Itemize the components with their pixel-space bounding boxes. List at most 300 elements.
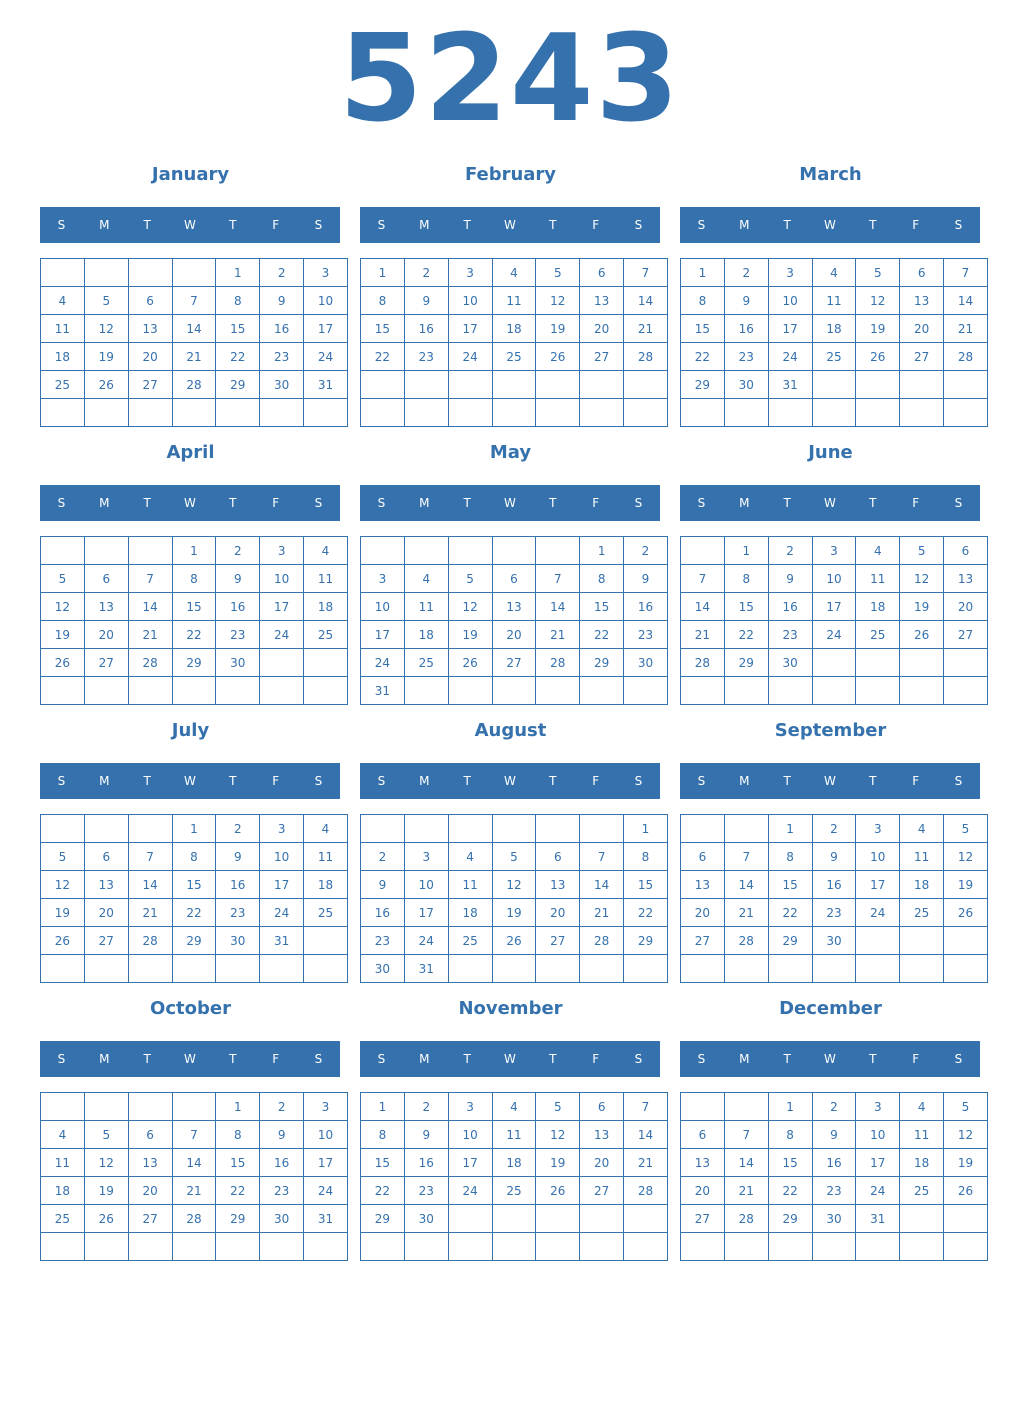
day-cell[interactable]: 19 xyxy=(41,621,85,649)
day-cell[interactable]: 12 xyxy=(536,1121,580,1149)
day-cell[interactable]: 29 xyxy=(580,649,624,677)
day-cell[interactable]: 15 xyxy=(768,871,812,899)
day-cell[interactable]: 12 xyxy=(900,565,944,593)
day-cell[interactable]: 11 xyxy=(41,315,85,343)
day-cell[interactable]: 4 xyxy=(304,537,348,565)
day-cell[interactable]: 3 xyxy=(448,1093,492,1121)
day-cell[interactable]: 27 xyxy=(944,621,988,649)
day-cell[interactable]: 3 xyxy=(448,259,492,287)
day-cell[interactable]: 5 xyxy=(84,1121,128,1149)
day-cell[interactable]: 10 xyxy=(260,843,304,871)
day-cell[interactable]: 26 xyxy=(84,1205,128,1233)
day-cell[interactable]: 27 xyxy=(128,1205,172,1233)
day-cell[interactable]: 18 xyxy=(448,899,492,927)
day-cell[interactable]: 21 xyxy=(172,1177,216,1205)
day-cell[interactable]: 5 xyxy=(944,1093,988,1121)
day-cell[interactable]: 18 xyxy=(41,343,85,371)
day-cell[interactable]: 29 xyxy=(768,927,812,955)
day-cell[interactable]: 27 xyxy=(128,371,172,399)
day-cell[interactable]: 20 xyxy=(128,1177,172,1205)
day-cell[interactable]: 13 xyxy=(580,287,624,315)
day-cell[interactable]: 6 xyxy=(128,287,172,315)
day-cell[interactable]: 25 xyxy=(900,1177,944,1205)
day-cell[interactable]: 4 xyxy=(41,287,85,315)
day-cell[interactable]: 4 xyxy=(41,1121,85,1149)
day-cell[interactable]: 2 xyxy=(404,259,448,287)
day-cell[interactable]: 20 xyxy=(580,1149,624,1177)
day-cell[interactable]: 28 xyxy=(944,343,988,371)
day-cell[interactable]: 25 xyxy=(856,621,900,649)
day-cell[interactable]: 15 xyxy=(361,1149,405,1177)
day-cell[interactable]: 2 xyxy=(724,259,768,287)
day-cell[interactable]: 18 xyxy=(304,871,348,899)
day-cell[interactable]: 14 xyxy=(172,1149,216,1177)
day-cell[interactable]: 12 xyxy=(84,1149,128,1177)
day-cell[interactable]: 5 xyxy=(536,1093,580,1121)
day-cell[interactable]: 30 xyxy=(260,371,304,399)
day-cell[interactable]: 21 xyxy=(724,1177,768,1205)
day-cell[interactable]: 31 xyxy=(304,1205,348,1233)
day-cell[interactable]: 26 xyxy=(944,1177,988,1205)
day-cell[interactable]: 9 xyxy=(216,565,260,593)
day-cell[interactable]: 23 xyxy=(768,621,812,649)
day-cell[interactable]: 11 xyxy=(304,565,348,593)
day-cell[interactable]: 6 xyxy=(84,565,128,593)
day-cell[interactable]: 13 xyxy=(580,1121,624,1149)
day-cell[interactable]: 8 xyxy=(580,565,624,593)
day-cell[interactable]: 14 xyxy=(128,593,172,621)
day-cell[interactable]: 16 xyxy=(404,1149,448,1177)
day-cell[interactable]: 23 xyxy=(404,343,448,371)
day-cell[interactable]: 11 xyxy=(492,1121,536,1149)
day-cell[interactable]: 22 xyxy=(172,899,216,927)
day-cell[interactable]: 21 xyxy=(536,621,580,649)
day-cell[interactable]: 26 xyxy=(84,371,128,399)
day-cell[interactable]: 27 xyxy=(900,343,944,371)
day-cell[interactable]: 29 xyxy=(172,927,216,955)
day-cell[interactable]: 25 xyxy=(900,899,944,927)
day-cell[interactable]: 17 xyxy=(304,315,348,343)
day-cell[interactable]: 1 xyxy=(624,815,668,843)
day-cell[interactable]: 25 xyxy=(41,371,85,399)
day-cell[interactable]: 1 xyxy=(681,259,725,287)
day-cell[interactable]: 21 xyxy=(944,315,988,343)
day-cell[interactable]: 7 xyxy=(944,259,988,287)
day-cell[interactable]: 30 xyxy=(812,1205,856,1233)
day-cell[interactable]: 13 xyxy=(84,593,128,621)
day-cell[interactable]: 3 xyxy=(304,1093,348,1121)
day-cell[interactable]: 8 xyxy=(216,287,260,315)
day-cell[interactable]: 3 xyxy=(260,537,304,565)
day-cell[interactable]: 5 xyxy=(856,259,900,287)
day-cell[interactable]: 14 xyxy=(681,593,725,621)
day-cell[interactable]: 19 xyxy=(448,621,492,649)
day-cell[interactable]: 12 xyxy=(536,287,580,315)
day-cell[interactable]: 23 xyxy=(260,343,304,371)
day-cell[interactable]: 30 xyxy=(768,649,812,677)
day-cell[interactable]: 13 xyxy=(84,871,128,899)
day-cell[interactable]: 6 xyxy=(580,1093,624,1121)
day-cell[interactable]: 28 xyxy=(624,1177,668,1205)
day-cell[interactable]: 1 xyxy=(216,1093,260,1121)
day-cell[interactable]: 7 xyxy=(724,843,768,871)
day-cell[interactable]: 25 xyxy=(812,343,856,371)
day-cell[interactable]: 17 xyxy=(361,621,405,649)
day-cell[interactable]: 23 xyxy=(260,1177,304,1205)
day-cell[interactable]: 13 xyxy=(492,593,536,621)
day-cell[interactable]: 14 xyxy=(624,1121,668,1149)
day-cell[interactable]: 4 xyxy=(492,259,536,287)
day-cell[interactable]: 6 xyxy=(944,537,988,565)
day-cell[interactable]: 3 xyxy=(768,259,812,287)
day-cell[interactable]: 25 xyxy=(492,343,536,371)
day-cell[interactable]: 22 xyxy=(624,899,668,927)
day-cell[interactable]: 8 xyxy=(172,565,216,593)
day-cell[interactable]: 21 xyxy=(624,315,668,343)
day-cell[interactable]: 5 xyxy=(944,815,988,843)
day-cell[interactable]: 25 xyxy=(304,621,348,649)
day-cell[interactable]: 15 xyxy=(361,315,405,343)
day-cell[interactable]: 9 xyxy=(260,1121,304,1149)
day-cell[interactable]: 26 xyxy=(492,927,536,955)
day-cell[interactable]: 24 xyxy=(404,927,448,955)
day-cell[interactable]: 20 xyxy=(128,343,172,371)
day-cell[interactable]: 12 xyxy=(492,871,536,899)
day-cell[interactable]: 7 xyxy=(128,843,172,871)
day-cell[interactable]: 23 xyxy=(216,899,260,927)
day-cell[interactable]: 30 xyxy=(216,927,260,955)
day-cell[interactable]: 13 xyxy=(900,287,944,315)
day-cell[interactable]: 11 xyxy=(41,1149,85,1177)
day-cell[interactable]: 18 xyxy=(404,621,448,649)
day-cell[interactable]: 21 xyxy=(580,899,624,927)
day-cell[interactable]: 11 xyxy=(448,871,492,899)
day-cell[interactable]: 23 xyxy=(404,1177,448,1205)
day-cell[interactable]: 6 xyxy=(492,565,536,593)
day-cell[interactable]: 24 xyxy=(768,343,812,371)
day-cell[interactable]: 24 xyxy=(448,1177,492,1205)
day-cell[interactable]: 17 xyxy=(448,315,492,343)
day-cell[interactable]: 16 xyxy=(624,593,668,621)
day-cell[interactable]: 20 xyxy=(900,315,944,343)
day-cell[interactable]: 8 xyxy=(768,843,812,871)
day-cell[interactable]: 27 xyxy=(536,927,580,955)
day-cell[interactable]: 15 xyxy=(768,1149,812,1177)
day-cell[interactable]: 3 xyxy=(856,815,900,843)
day-cell[interactable]: 10 xyxy=(448,1121,492,1149)
day-cell[interactable]: 16 xyxy=(216,593,260,621)
day-cell[interactable]: 16 xyxy=(260,315,304,343)
day-cell[interactable]: 19 xyxy=(856,315,900,343)
day-cell[interactable]: 14 xyxy=(624,287,668,315)
day-cell[interactable]: 9 xyxy=(260,287,304,315)
day-cell[interactable]: 2 xyxy=(361,843,405,871)
day-cell[interactable]: 13 xyxy=(536,871,580,899)
day-cell[interactable]: 4 xyxy=(448,843,492,871)
day-cell[interactable]: 28 xyxy=(536,649,580,677)
day-cell[interactable]: 26 xyxy=(856,343,900,371)
day-cell[interactable]: 9 xyxy=(404,287,448,315)
day-cell[interactable]: 3 xyxy=(404,843,448,871)
day-cell[interactable]: 27 xyxy=(84,649,128,677)
day-cell[interactable]: 9 xyxy=(216,843,260,871)
day-cell[interactable]: 18 xyxy=(900,871,944,899)
day-cell[interactable]: 6 xyxy=(580,259,624,287)
day-cell[interactable]: 28 xyxy=(128,927,172,955)
day-cell[interactable]: 9 xyxy=(768,565,812,593)
day-cell[interactable]: 30 xyxy=(624,649,668,677)
day-cell[interactable]: 20 xyxy=(84,899,128,927)
day-cell[interactable]: 26 xyxy=(536,343,580,371)
day-cell[interactable]: 7 xyxy=(624,259,668,287)
day-cell[interactable]: 29 xyxy=(216,1205,260,1233)
day-cell[interactable]: 12 xyxy=(41,871,85,899)
day-cell[interactable]: 19 xyxy=(536,1149,580,1177)
day-cell[interactable]: 28 xyxy=(172,371,216,399)
day-cell[interactable]: 15 xyxy=(580,593,624,621)
day-cell[interactable]: 5 xyxy=(900,537,944,565)
day-cell[interactable]: 11 xyxy=(856,565,900,593)
day-cell[interactable]: 27 xyxy=(84,927,128,955)
day-cell[interactable]: 9 xyxy=(404,1121,448,1149)
day-cell[interactable]: 1 xyxy=(724,537,768,565)
day-cell[interactable]: 19 xyxy=(944,1149,988,1177)
day-cell[interactable]: 11 xyxy=(304,843,348,871)
day-cell[interactable]: 10 xyxy=(304,287,348,315)
day-cell[interactable]: 7 xyxy=(724,1121,768,1149)
day-cell[interactable]: 1 xyxy=(361,1093,405,1121)
day-cell[interactable]: 5 xyxy=(492,843,536,871)
day-cell[interactable]: 5 xyxy=(84,287,128,315)
day-cell[interactable]: 13 xyxy=(681,871,725,899)
day-cell[interactable]: 14 xyxy=(172,315,216,343)
day-cell[interactable]: 26 xyxy=(448,649,492,677)
day-cell[interactable]: 4 xyxy=(900,815,944,843)
day-cell[interactable]: 4 xyxy=(856,537,900,565)
day-cell[interactable]: 16 xyxy=(216,871,260,899)
day-cell[interactable]: 10 xyxy=(448,287,492,315)
day-cell[interactable]: 25 xyxy=(492,1177,536,1205)
day-cell[interactable]: 25 xyxy=(448,927,492,955)
day-cell[interactable]: 6 xyxy=(900,259,944,287)
day-cell[interactable]: 29 xyxy=(624,927,668,955)
day-cell[interactable]: 27 xyxy=(492,649,536,677)
day-cell[interactable]: 9 xyxy=(624,565,668,593)
day-cell[interactable]: 7 xyxy=(536,565,580,593)
day-cell[interactable]: 29 xyxy=(681,371,725,399)
day-cell[interactable]: 17 xyxy=(404,899,448,927)
day-cell[interactable]: 17 xyxy=(856,1149,900,1177)
day-cell[interactable]: 23 xyxy=(812,1177,856,1205)
day-cell[interactable]: 1 xyxy=(361,259,405,287)
day-cell[interactable]: 14 xyxy=(724,1149,768,1177)
day-cell[interactable]: 31 xyxy=(260,927,304,955)
day-cell[interactable]: 12 xyxy=(41,593,85,621)
day-cell[interactable]: 8 xyxy=(361,287,405,315)
day-cell[interactable]: 30 xyxy=(361,955,405,983)
day-cell[interactable]: 30 xyxy=(812,927,856,955)
day-cell[interactable]: 3 xyxy=(856,1093,900,1121)
day-cell[interactable]: 9 xyxy=(724,287,768,315)
day-cell[interactable]: 27 xyxy=(580,1177,624,1205)
day-cell[interactable]: 10 xyxy=(812,565,856,593)
day-cell[interactable]: 22 xyxy=(361,1177,405,1205)
day-cell[interactable]: 16 xyxy=(404,315,448,343)
day-cell[interactable]: 18 xyxy=(812,315,856,343)
day-cell[interactable]: 14 xyxy=(944,287,988,315)
day-cell[interactable]: 30 xyxy=(216,649,260,677)
day-cell[interactable]: 1 xyxy=(216,259,260,287)
day-cell[interactable]: 31 xyxy=(404,955,448,983)
day-cell[interactable]: 21 xyxy=(128,621,172,649)
day-cell[interactable]: 15 xyxy=(216,315,260,343)
day-cell[interactable]: 22 xyxy=(361,343,405,371)
day-cell[interactable]: 22 xyxy=(681,343,725,371)
day-cell[interactable]: 5 xyxy=(41,843,85,871)
day-cell[interactable]: 11 xyxy=(404,593,448,621)
day-cell[interactable]: 23 xyxy=(724,343,768,371)
day-cell[interactable]: 1 xyxy=(768,815,812,843)
day-cell[interactable]: 17 xyxy=(856,871,900,899)
day-cell[interactable]: 4 xyxy=(812,259,856,287)
day-cell[interactable]: 2 xyxy=(260,259,304,287)
day-cell[interactable]: 31 xyxy=(361,677,405,705)
day-cell[interactable]: 25 xyxy=(404,649,448,677)
day-cell[interactable]: 25 xyxy=(41,1205,85,1233)
day-cell[interactable]: 3 xyxy=(361,565,405,593)
day-cell[interactable]: 9 xyxy=(812,843,856,871)
day-cell[interactable]: 2 xyxy=(404,1093,448,1121)
day-cell[interactable]: 10 xyxy=(404,871,448,899)
day-cell[interactable]: 22 xyxy=(768,899,812,927)
day-cell[interactable]: 21 xyxy=(724,899,768,927)
day-cell[interactable]: 29 xyxy=(361,1205,405,1233)
day-cell[interactable]: 4 xyxy=(404,565,448,593)
day-cell[interactable]: 26 xyxy=(41,649,85,677)
day-cell[interactable]: 31 xyxy=(856,1205,900,1233)
day-cell[interactable]: 8 xyxy=(216,1121,260,1149)
day-cell[interactable]: 18 xyxy=(41,1177,85,1205)
day-cell[interactable]: 16 xyxy=(724,315,768,343)
day-cell[interactable]: 22 xyxy=(580,621,624,649)
day-cell[interactable]: 22 xyxy=(768,1177,812,1205)
day-cell[interactable]: 11 xyxy=(812,287,856,315)
day-cell[interactable]: 21 xyxy=(681,621,725,649)
day-cell[interactable]: 22 xyxy=(172,621,216,649)
day-cell[interactable]: 12 xyxy=(944,1121,988,1149)
day-cell[interactable]: 11 xyxy=(900,843,944,871)
day-cell[interactable]: 9 xyxy=(361,871,405,899)
day-cell[interactable]: 28 xyxy=(681,649,725,677)
day-cell[interactable]: 8 xyxy=(624,843,668,871)
day-cell[interactable]: 11 xyxy=(900,1121,944,1149)
day-cell[interactable]: 21 xyxy=(624,1149,668,1177)
day-cell[interactable]: 5 xyxy=(536,259,580,287)
day-cell[interactable]: 8 xyxy=(681,287,725,315)
day-cell[interactable]: 4 xyxy=(900,1093,944,1121)
day-cell[interactable]: 2 xyxy=(624,537,668,565)
day-cell[interactable]: 7 xyxy=(172,1121,216,1149)
day-cell[interactable]: 12 xyxy=(856,287,900,315)
day-cell[interactable]: 15 xyxy=(724,593,768,621)
day-cell[interactable]: 7 xyxy=(128,565,172,593)
day-cell[interactable]: 2 xyxy=(216,815,260,843)
day-cell[interactable]: 29 xyxy=(724,649,768,677)
day-cell[interactable]: 13 xyxy=(128,1149,172,1177)
day-cell[interactable]: 1 xyxy=(172,815,216,843)
day-cell[interactable]: 24 xyxy=(448,343,492,371)
day-cell[interactable]: 19 xyxy=(84,1177,128,1205)
day-cell[interactable]: 1 xyxy=(580,537,624,565)
day-cell[interactable]: 16 xyxy=(768,593,812,621)
day-cell[interactable]: 17 xyxy=(448,1149,492,1177)
day-cell[interactable]: 16 xyxy=(812,1149,856,1177)
day-cell[interactable]: 17 xyxy=(812,593,856,621)
day-cell[interactable]: 30 xyxy=(724,371,768,399)
day-cell[interactable]: 16 xyxy=(260,1149,304,1177)
day-cell[interactable]: 4 xyxy=(492,1093,536,1121)
day-cell[interactable]: 26 xyxy=(944,899,988,927)
day-cell[interactable]: 24 xyxy=(304,1177,348,1205)
day-cell[interactable]: 7 xyxy=(172,287,216,315)
day-cell[interactable]: 14 xyxy=(536,593,580,621)
day-cell[interactable]: 18 xyxy=(900,1149,944,1177)
day-cell[interactable]: 28 xyxy=(172,1205,216,1233)
day-cell[interactable]: 18 xyxy=(856,593,900,621)
day-cell[interactable]: 31 xyxy=(768,371,812,399)
day-cell[interactable]: 14 xyxy=(724,871,768,899)
day-cell[interactable]: 10 xyxy=(856,843,900,871)
day-cell[interactable]: 16 xyxy=(812,871,856,899)
day-cell[interactable]: 19 xyxy=(536,315,580,343)
day-cell[interactable]: 24 xyxy=(260,621,304,649)
day-cell[interactable]: 12 xyxy=(84,315,128,343)
day-cell[interactable]: 18 xyxy=(492,315,536,343)
day-cell[interactable]: 28 xyxy=(724,927,768,955)
day-cell[interactable]: 6 xyxy=(128,1121,172,1149)
day-cell[interactable]: 12 xyxy=(448,593,492,621)
day-cell[interactable]: 11 xyxy=(492,287,536,315)
day-cell[interactable]: 29 xyxy=(768,1205,812,1233)
day-cell[interactable]: 13 xyxy=(944,565,988,593)
day-cell[interactable]: 4 xyxy=(304,815,348,843)
day-cell[interactable]: 22 xyxy=(216,1177,260,1205)
day-cell[interactable]: 20 xyxy=(536,899,580,927)
day-cell[interactable]: 20 xyxy=(492,621,536,649)
day-cell[interactable]: 21 xyxy=(128,899,172,927)
day-cell[interactable]: 3 xyxy=(304,259,348,287)
day-cell[interactable]: 6 xyxy=(536,843,580,871)
day-cell[interactable]: 15 xyxy=(624,871,668,899)
day-cell[interactable]: 23 xyxy=(812,899,856,927)
day-cell[interactable]: 24 xyxy=(856,1177,900,1205)
day-cell[interactable]: 7 xyxy=(624,1093,668,1121)
day-cell[interactable]: 19 xyxy=(492,899,536,927)
day-cell[interactable]: 18 xyxy=(304,593,348,621)
day-cell[interactable]: 24 xyxy=(856,899,900,927)
day-cell[interactable]: 28 xyxy=(724,1205,768,1233)
day-cell[interactable]: 8 xyxy=(768,1121,812,1149)
day-cell[interactable]: 9 xyxy=(812,1121,856,1149)
day-cell[interactable]: 19 xyxy=(900,593,944,621)
day-cell[interactable]: 6 xyxy=(681,843,725,871)
day-cell[interactable]: 27 xyxy=(681,927,725,955)
day-cell[interactable]: 7 xyxy=(681,565,725,593)
day-cell[interactable]: 8 xyxy=(172,843,216,871)
day-cell[interactable]: 3 xyxy=(812,537,856,565)
day-cell[interactable]: 15 xyxy=(216,1149,260,1177)
day-cell[interactable]: 25 xyxy=(304,899,348,927)
